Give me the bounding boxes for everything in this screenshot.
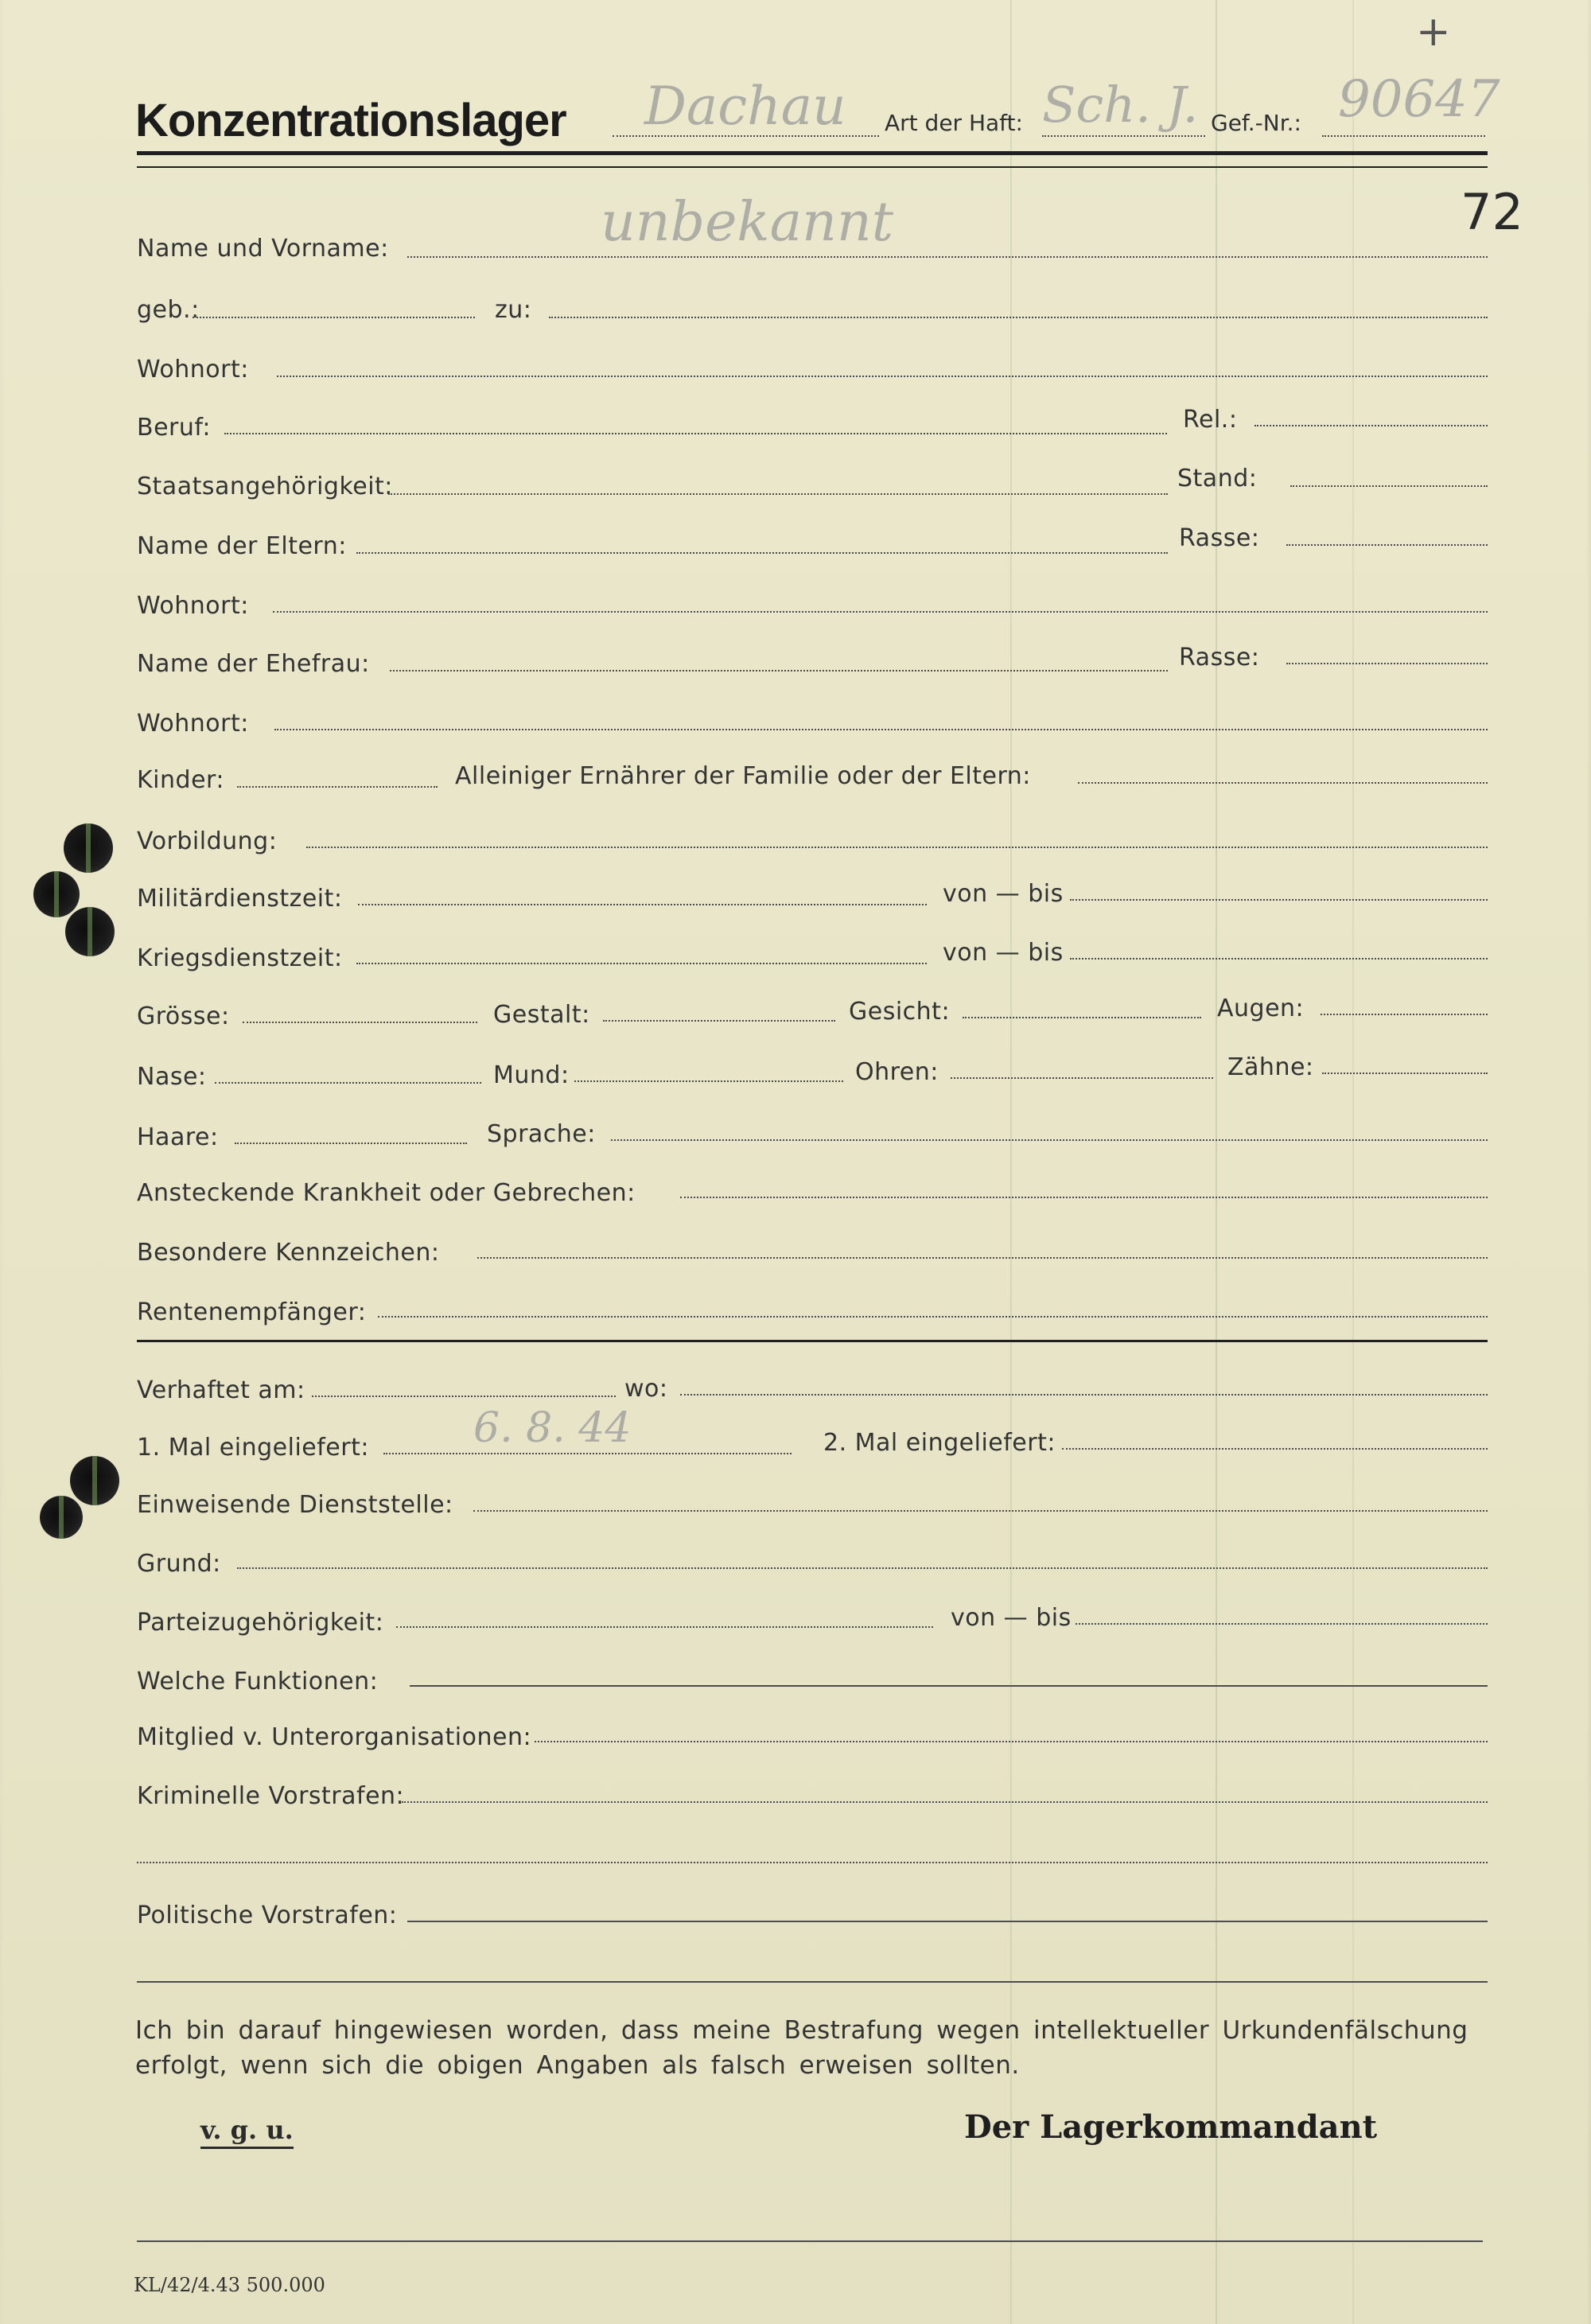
unterorganisationen-line [535, 1741, 1488, 1742]
declaration-line-1: Ich bin darauf hingewiesen worden, dass meine Bestrafung wegen intellektueller Urkundenfälschung [135, 2016, 1468, 2045]
von-bis-label-2: von — bis [943, 939, 1064, 967]
beruf-label: Beruf: [137, 414, 211, 442]
rel-label: Rel.: [1183, 406, 1238, 434]
eltern-line [356, 552, 1168, 554]
groesse-label: Grösse: [137, 1002, 230, 1030]
parteizugehoerigkeit-label: Parteizugehörigkeit: [137, 1609, 384, 1637]
scan-streak [1010, 0, 1012, 2324]
header-rule-thin [137, 166, 1488, 168]
politische-vorstrafen-line-2 [137, 1981, 1488, 1983]
vgu-mark: v. g. u. [200, 2115, 294, 2149]
rasse-label-2: Rasse: [1179, 644, 1260, 672]
krankheit-line [680, 1197, 1488, 1198]
camp-name-handwritten: Dachau [644, 76, 846, 137]
nase-label: Nase: [137, 1063, 207, 1091]
eltern-label: Name der Eltern: [137, 532, 347, 560]
rel-line [1255, 425, 1488, 426]
politische-vorstrafen-line [407, 1921, 1488, 1922]
wo-line [680, 1394, 1488, 1396]
sprache-line [611, 1139, 1488, 1141]
haare-label: Haare: [137, 1123, 219, 1151]
unterorganisationen-label: Mitglied v. Unterorganisationen: [137, 1723, 532, 1751]
punch-hole [65, 907, 115, 956]
art-der-haft-handwritten: Sch. J. [1042, 76, 1199, 134]
von-bis-line-3 [1076, 1623, 1488, 1625]
ehefrau-line [390, 670, 1168, 672]
punch-hole [70, 1456, 119, 1505]
mund-line [574, 1080, 843, 1082]
rasse-line-1 [1286, 544, 1488, 546]
wohnort-eltern-line [273, 611, 1488, 613]
punch-hole [64, 823, 113, 873]
punch-hole [40, 1496, 83, 1539]
gestalt-line [603, 1020, 835, 1022]
gef-nr-label: Gef.-Nr.: [1211, 110, 1301, 136]
zaehne-label: Zähne: [1227, 1053, 1314, 1081]
form-title: Konzentrationslager [135, 95, 566, 146]
staatsangehoerigkeit-label: Staatsangehörigkeit: [137, 473, 393, 500]
ehefrau-label: Name der Ehefrau: [137, 650, 370, 678]
signature-line [137, 2240, 1483, 2242]
kriminelle-vorstrafen-line-2 [137, 1862, 1488, 1863]
ohren-label: Ohren: [855, 1058, 939, 1086]
wohnort-ehefrau-line [274, 729, 1488, 730]
scan-streak [1216, 0, 1217, 2324]
gef-nr-line [1322, 135, 1485, 137]
kennzeichen-line [477, 1257, 1488, 1259]
kinder-label: Kinder: [137, 766, 224, 794]
name-value-handwritten: unbekannt [601, 191, 894, 254]
gestalt-label: Gestalt: [493, 1001, 590, 1029]
rentenempfaenger-line [378, 1316, 1488, 1318]
vorbildung-line [306, 847, 1488, 848]
krankheit-label: Ansteckende Krankheit oder Gebrechen: [137, 1179, 636, 1207]
gef-nr-handwritten: 90647 [1338, 70, 1500, 129]
name-label: Name und Vorname: [137, 235, 389, 263]
ernaehrer-line [1078, 782, 1488, 784]
von-bis-label-1: von — bis [943, 880, 1064, 908]
wohnort-line [277, 376, 1488, 377]
stand-line [1290, 485, 1488, 487]
mund-label: Mund: [493, 1061, 570, 1089]
dienststelle-line [473, 1510, 1488, 1512]
erstmals-eingeliefert-label: 1. Mal eingeliefert: [137, 1434, 369, 1462]
zaehne-line [1322, 1072, 1488, 1074]
wo-label: wo: [624, 1375, 668, 1403]
militaerdienstzeit-line [358, 904, 927, 905]
rasse-line-2 [1286, 663, 1488, 664]
verhaftet-label: Verhaftet am: [137, 1376, 305, 1404]
zweitmals-eingeliefert-label: 2. Mal eingeliefert: [823, 1429, 1056, 1457]
section-rule [137, 1340, 1488, 1342]
zweitmals-eingeliefert-line [1062, 1448, 1488, 1450]
vorbildung-label: Vorbildung: [137, 827, 278, 855]
gesicht-label: Gesicht: [849, 998, 951, 1026]
kennzeichen-label: Besondere Kennzeichen: [137, 1239, 440, 1267]
augen-label: Augen: [1217, 995, 1305, 1022]
verhaftet-line [312, 1396, 616, 1397]
von-bis-label-3: von — bis [951, 1604, 1072, 1632]
art-der-haft-line [1042, 135, 1205, 137]
kriegsdienstzeit-label: Kriegsdienstzeit: [137, 944, 343, 972]
von-bis-line-1 [1070, 899, 1488, 901]
scan-streak [1352, 0, 1354, 2324]
nase-line [215, 1082, 481, 1084]
kriminelle-vorstrafen-line [402, 1801, 1488, 1803]
militaerdienstzeit-label: Militärdienstzeit: [137, 885, 343, 913]
zu-line [549, 317, 1488, 318]
gesicht-line [963, 1017, 1201, 1018]
parteizugehoerigkeit-line [396, 1626, 933, 1628]
wohnort-label: Wohnort: [137, 356, 249, 383]
kinder-line [237, 786, 438, 788]
grund-line [237, 1567, 1488, 1569]
dienststelle-label: Einweisende Dienststelle: [137, 1491, 453, 1519]
kriminelle-vorstrafen-label: Kriminelle Vorstrafen: [137, 1782, 405, 1810]
wohnort-eltern-label: Wohnort: [137, 592, 249, 620]
rasse-label-1: Rasse: [1179, 524, 1260, 552]
staatsangehoerigkeit-line [388, 493, 1168, 495]
sprache-label: Sprache: [487, 1120, 596, 1148]
zu-label: zu: [495, 296, 532, 324]
plus-mark: + [1416, 8, 1451, 56]
ohren-line [951, 1077, 1213, 1079]
ernaehrer-label: Alleiniger Ernährer der Familie oder der Eltern: [455, 762, 1031, 790]
haare-line [235, 1143, 467, 1144]
kriegsdienstzeit-line [356, 963, 927, 964]
funktionen-label: Welche Funktionen: [137, 1668, 379, 1695]
beruf-line [224, 433, 1167, 434]
von-bis-line-2 [1070, 958, 1488, 960]
augen-line [1321, 1014, 1488, 1015]
groesse-line [243, 1022, 477, 1023]
header-rule [137, 151, 1488, 155]
erstmals-eingeliefert-handwritten: 6. 8. 44 [473, 1404, 632, 1452]
erstmals-eingeliefert-line [383, 1453, 792, 1454]
form-code: KL/42/4.43 500.000 [134, 2274, 325, 2296]
stand-label: Stand: [1177, 465, 1258, 492]
art-der-haft-label: Art der Haft: [885, 110, 1023, 136]
politische-vorstrafen-label: Politische Vorstrafen: [137, 1902, 398, 1929]
declaration-line-2: erfolgt, wenn sich die obigen Angaben als falsch erweisen sollten. [135, 2051, 1020, 2080]
lagerkommandant-label: Der Lagerkommandant [964, 2108, 1378, 2146]
grund-label: Grund: [137, 1550, 221, 1578]
page-number: 72 [1461, 183, 1523, 241]
rentenempfaenger-label: Rentenempfänger: [137, 1298, 367, 1326]
geb-label: geb.: [137, 296, 200, 324]
funktionen-line [410, 1685, 1488, 1687]
name-line [407, 256, 1488, 258]
punch-hole [33, 871, 80, 917]
geb-line [193, 317, 475, 318]
wohnort-ehefrau-label: Wohnort: [137, 710, 249, 738]
